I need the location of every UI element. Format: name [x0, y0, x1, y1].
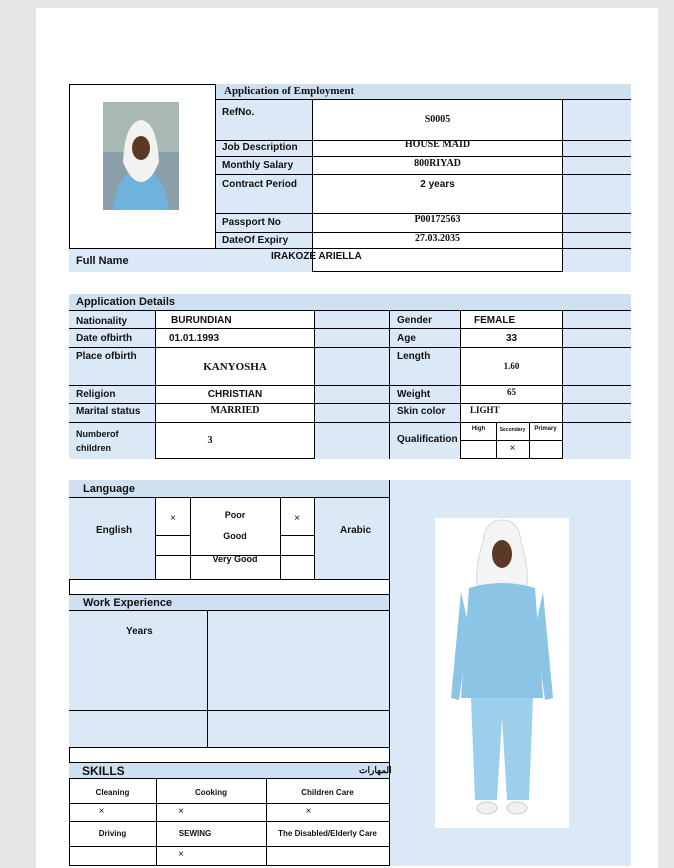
qualification-label: Qualification — [397, 434, 458, 445]
qual-secondary-mark: × — [509, 443, 516, 454]
passport-value: P00172563 — [414, 214, 461, 225]
arabic-cell — [314, 498, 389, 579]
contract-label: Contract Period — [222, 179, 298, 190]
children-label-2: children — [76, 443, 112, 453]
work-title: Work Experience — [83, 597, 173, 609]
skill-driving: Driving — [98, 829, 127, 838]
english-cell — [69, 498, 156, 579]
dob-value: 01.01.1993 — [169, 333, 220, 344]
refno-label: RefNo. — [222, 107, 255, 118]
divider — [69, 385, 631, 386]
religion-value: CHRISTIAN — [207, 389, 263, 400]
weight-value: 65 — [507, 387, 516, 397]
form-title: Application of Employment — [224, 85, 355, 97]
divider — [69, 846, 389, 847]
qual-secondary-label: Secondary — [499, 427, 526, 433]
language-title: Language — [83, 483, 135, 495]
weight-label: Weight — [397, 389, 431, 400]
passport-label: Passport No — [222, 217, 281, 228]
nationality-label: Nationality — [76, 316, 128, 327]
skill-sewing: SEWING — [178, 829, 212, 838]
age-label: Age — [397, 333, 416, 344]
skill-cooking: Cooking — [195, 788, 227, 797]
portrait-photo — [103, 102, 179, 210]
arabic-label: Arabic — [340, 525, 372, 536]
skill-cleaning: Cleaning — [95, 788, 130, 797]
divider — [69, 821, 389, 822]
language-title-bar — [69, 480, 389, 498]
qual-primary-label: Primary — [534, 426, 557, 432]
qual-high-label: High — [471, 426, 486, 432]
children-value: 3 — [207, 435, 213, 446]
language-grid — [156, 498, 314, 579]
skills-grid — [69, 779, 389, 866]
children-label-1: Numberof — [76, 429, 119, 439]
nationality-value: BURUNDIAN — [171, 315, 232, 326]
fullname-label-cell — [69, 249, 216, 272]
marital-label: Marital status — [76, 406, 141, 417]
years-label: Years — [126, 626, 153, 637]
level-poor: Poor — [224, 510, 246, 520]
marital-value: MARRIED — [210, 405, 260, 416]
divider — [69, 579, 389, 580]
cooking-mark: × — [178, 806, 184, 817]
length-value: 1.60 — [503, 361, 520, 371]
skills-title-ar: المهارات — [359, 765, 392, 775]
skill-disabled-care: The Disabled/Elderly Care — [278, 829, 377, 838]
age-value: 33 — [505, 333, 518, 344]
fullname-label: Full Name — [76, 255, 129, 267]
fullname-right-cell — [562, 249, 631, 272]
level-good: Good — [223, 531, 247, 541]
right-column — [562, 100, 631, 252]
divider — [69, 347, 631, 348]
divider — [207, 611, 208, 747]
sewing-mark: × — [178, 849, 184, 860]
arabic-poor-mark: × — [294, 513, 300, 524]
skill-children-care: Children Care — [301, 788, 354, 797]
divider — [69, 747, 389, 748]
job-label: Job Description — [222, 142, 298, 153]
salary-value: 800RIYAD — [414, 158, 461, 169]
english-poor-mark: × — [170, 513, 176, 524]
length-label: Length — [397, 351, 431, 362]
expiry-label: DateOf Expiry — [222, 235, 289, 246]
title-bar — [216, 84, 631, 100]
gender-label: Gender — [397, 315, 433, 326]
skills-title-bar — [69, 762, 392, 779]
pob-value: KANYOSHA — [203, 361, 267, 373]
work-body — [69, 611, 389, 747]
job-value: HOUSE MAID — [404, 139, 471, 150]
divider — [69, 403, 631, 404]
skin-value: LIGHT — [470, 405, 500, 415]
contract-value: 2 years — [420, 179, 455, 190]
full-photo-cell — [389, 480, 631, 866]
divider — [156, 535, 190, 536]
divider — [461, 440, 562, 441]
gender-value: FEMALE — [474, 315, 516, 326]
divider — [216, 174, 631, 175]
skills-title: SKILLS — [82, 764, 125, 778]
divider — [69, 710, 389, 711]
document-page — [36, 8, 658, 868]
work-title-bar — [69, 594, 389, 611]
divider — [280, 498, 281, 579]
children-care-mark: × — [305, 806, 312, 817]
refno-value: S0005 — [424, 114, 451, 125]
religion-label: Religion — [76, 389, 116, 400]
salary-label: Monthly Salary — [222, 160, 294, 171]
cleaning-mark: × — [98, 806, 105, 817]
dob-label: Date ofbirth — [76, 333, 133, 344]
expiry-value: 27.03.2035 — [415, 233, 460, 244]
qualification-grid — [461, 422, 562, 459]
divider — [280, 535, 314, 536]
divider — [69, 803, 389, 804]
fullname-value: IRAKOZE ARIELLA — [271, 251, 362, 262]
details-title-bar — [69, 294, 631, 311]
details-title: Application Details — [76, 296, 176, 308]
portrait-cell — [69, 84, 216, 272]
divider — [216, 156, 631, 157]
divider — [69, 328, 631, 329]
pob-label: Place ofbirth — [76, 351, 137, 362]
level-very-good: Very Good — [212, 554, 258, 564]
full-body-photo — [435, 518, 569, 828]
english-label: English — [96, 525, 133, 536]
skin-label: Skin color — [397, 406, 446, 417]
